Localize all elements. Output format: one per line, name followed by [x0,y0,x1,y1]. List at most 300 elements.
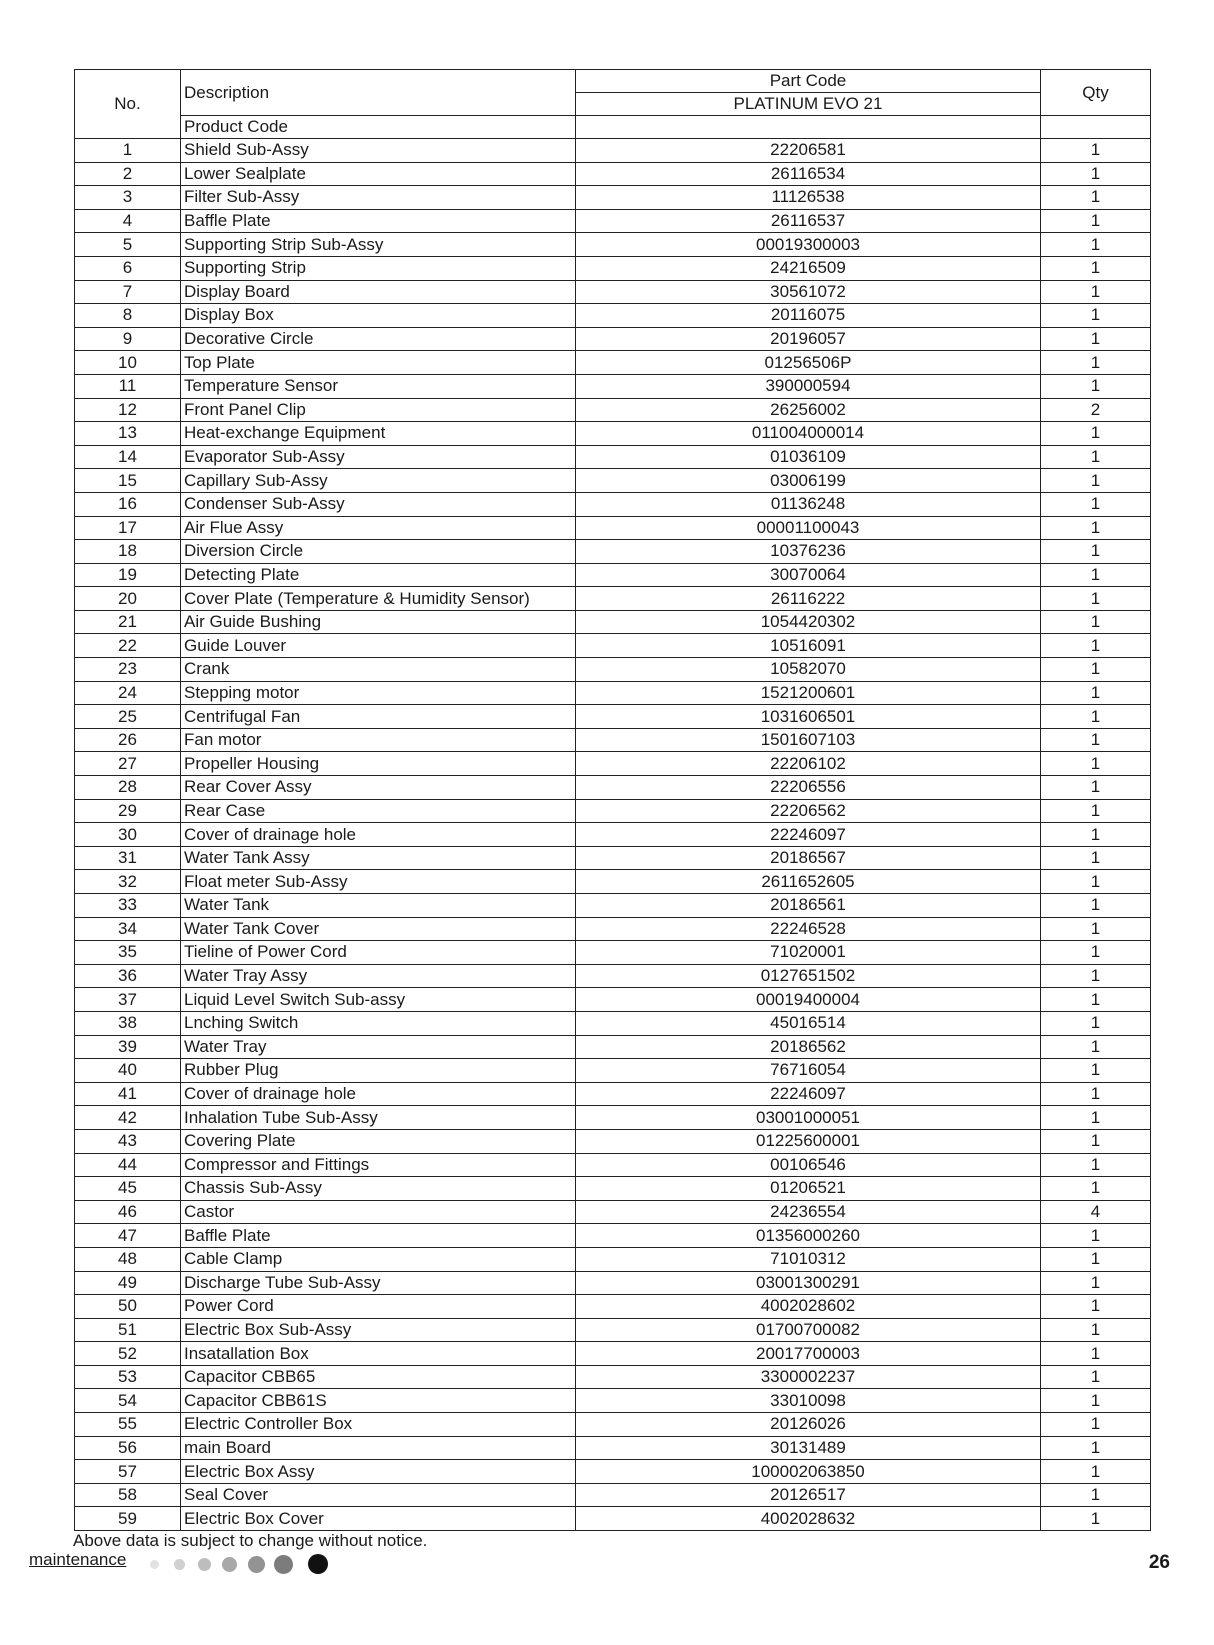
row-qty: 1 [1041,1483,1151,1507]
row-qty: 1 [1041,823,1151,847]
row-description: Condenser Sub-Assy [181,492,576,516]
row-description: Capacitor CBB61S [181,1389,576,1413]
row-part-code: 22206562 [576,799,1041,823]
row-number: 47 [75,1224,181,1248]
table-row [75,823,1151,847]
row-part-code: 00019300003 [576,233,1041,257]
row-description: Cover Plate (Temperature & Humidity Sensor) [181,587,576,611]
row-part-code: 1521200601 [576,681,1041,705]
row-description: Front Panel Clip [181,398,576,422]
row-description: Crank [181,658,576,682]
row-number: 40 [75,1059,181,1083]
row-part-code: 20116075 [576,304,1041,328]
row-number: 2 [75,162,181,186]
row-number: 17 [75,516,181,540]
row-part-code: 20017700003 [576,1342,1041,1366]
row-qty: 1 [1041,1082,1151,1106]
table-row [75,256,1151,280]
row-qty: 1 [1041,964,1151,988]
row-part-code: 10582070 [576,658,1041,682]
table-row [75,1271,1151,1295]
header-no: No. [75,70,181,139]
table-row [75,162,1151,186]
progress-dot [308,1554,328,1574]
table-row [75,1295,1151,1319]
row-description: Supporting Strip Sub-Assy [181,233,576,257]
row-number: 46 [75,1200,181,1224]
row-number: 13 [75,422,181,446]
row-part-code: 30131489 [576,1436,1041,1460]
row-qty: 1 [1041,1129,1151,1153]
row-number: 28 [75,776,181,800]
row-description: Evaporator Sub-Assy [181,445,576,469]
row-qty: 1 [1041,1106,1151,1130]
row-part-code: 1031606501 [576,705,1041,729]
row-qty: 1 [1041,1460,1151,1484]
row-part-code: 03001000051 [576,1106,1041,1130]
table-row [75,304,1151,328]
progress-dot [150,1560,159,1569]
row-qty: 2 [1041,398,1151,422]
header-row-1 [75,70,1151,93]
row-qty: 1 [1041,634,1151,658]
row-part-code: 30070064 [576,563,1041,587]
progress-dot [198,1558,211,1571]
row-description: Capacitor CBB65 [181,1365,576,1389]
row-qty: 1 [1041,374,1151,398]
row-number: 44 [75,1153,181,1177]
row-qty: 1 [1041,422,1151,446]
row-part-code: 26116222 [576,587,1041,611]
row-description: Covering Plate [181,1129,576,1153]
row-number: 18 [75,540,181,564]
row-description: Castor [181,1200,576,1224]
row-qty: 1 [1041,681,1151,705]
row-description: main Board [181,1436,576,1460]
row-description: Lower Sealplate [181,162,576,186]
row-description: Rear Case [181,799,576,823]
header-product-code-qty [1041,116,1151,139]
row-part-code: 20186562 [576,1035,1041,1059]
row-part-code: 22246097 [576,1082,1041,1106]
row-qty: 1 [1041,1247,1151,1271]
table-row [75,1507,1151,1531]
row-number: 10 [75,351,181,375]
row-description: Electric Box Sub-Assy [181,1318,576,1342]
page-number: 26 [1148,1552,1170,1573]
row-description: Detecting Plate [181,563,576,587]
row-qty: 1 [1041,917,1151,941]
row-qty: 1 [1041,563,1151,587]
table-row [75,327,1151,351]
row-number: 11 [75,374,181,398]
row-description: Water Tank Assy [181,846,576,870]
row-part-code: 01256506P [576,351,1041,375]
row-qty: 1 [1041,280,1151,304]
row-part-code: 20126026 [576,1413,1041,1437]
table-row [75,374,1151,398]
row-description: Inhalation Tube Sub-Assy [181,1106,576,1130]
progress-dot [248,1556,265,1573]
row-number: 50 [75,1295,181,1319]
row-description: Chassis Sub-Assy [181,1177,576,1201]
table-row [75,587,1151,611]
table-row [75,1247,1151,1271]
row-part-code: 26256002 [576,398,1041,422]
row-qty: 1 [1041,1011,1151,1035]
row-qty: 1 [1041,139,1151,163]
row-description: Rubber Plug [181,1059,576,1083]
row-part-code: 00106546 [576,1153,1041,1177]
row-qty: 4 [1041,1200,1151,1224]
row-qty: 1 [1041,445,1151,469]
table-row [75,1224,1151,1248]
row-qty: 1 [1041,610,1151,634]
header-model: PLATINUM EVO 21 [576,93,1041,116]
row-number: 12 [75,398,181,422]
table-row [75,186,1151,210]
row-qty: 1 [1041,162,1151,186]
header-part-code: Part Code [576,70,1041,93]
header-description: Description [181,70,576,116]
row-description: Electric Controller Box [181,1413,576,1437]
row-description: Electric Box Cover [181,1507,576,1531]
row-qty: 1 [1041,186,1151,210]
row-number: 21 [75,610,181,634]
row-number: 59 [75,1507,181,1531]
row-part-code: 24236554 [576,1200,1041,1224]
row-qty: 1 [1041,1295,1151,1319]
row-description: Water Tray [181,1035,576,1059]
row-number: 34 [75,917,181,941]
row-qty: 1 [1041,540,1151,564]
table-row [75,1413,1151,1437]
row-description: Decorative Circle [181,327,576,351]
row-description: Heat-exchange Equipment [181,422,576,446]
row-number: 33 [75,894,181,918]
row-qty: 1 [1041,776,1151,800]
row-qty: 1 [1041,705,1151,729]
row-description: Display Board [181,280,576,304]
row-part-code: 22206102 [576,752,1041,776]
row-part-code: 4002028602 [576,1295,1041,1319]
row-qty: 1 [1041,1153,1151,1177]
row-description: Seal Cover [181,1483,576,1507]
row-description: Cover of drainage hole [181,823,576,847]
row-description: Fan motor [181,728,576,752]
row-part-code: 24216509 [576,256,1041,280]
row-description: Compressor and Fittings [181,1153,576,1177]
row-qty: 1 [1041,894,1151,918]
row-qty: 1 [1041,1507,1151,1531]
row-number: 48 [75,1247,181,1271]
row-qty: 1 [1041,1436,1151,1460]
row-part-code: 1501607103 [576,728,1041,752]
row-description: Top Plate [181,351,576,375]
row-part-code: 1054420302 [576,610,1041,634]
table-row [75,445,1151,469]
row-number: 55 [75,1413,181,1437]
row-qty: 1 [1041,941,1151,965]
row-description: Centrifugal Fan [181,705,576,729]
row-part-code: 20186567 [576,846,1041,870]
row-qty: 1 [1041,304,1151,328]
row-number: 22 [75,634,181,658]
row-qty: 1 [1041,1224,1151,1248]
row-qty: 1 [1041,351,1151,375]
row-qty: 1 [1041,469,1151,493]
table-row [75,233,1151,257]
row-qty: 1 [1041,209,1151,233]
table-row [75,634,1151,658]
row-description: Lnching Switch [181,1011,576,1035]
row-description: Air Flue Assy [181,516,576,540]
row-description: Guide Louver [181,634,576,658]
row-description: Water Tray Assy [181,964,576,988]
row-part-code: 45016514 [576,1011,1041,1035]
row-description: Air Guide Bushing [181,610,576,634]
table-row [75,422,1151,446]
row-number: 49 [75,1271,181,1295]
row-description: Propeller Housing [181,752,576,776]
row-part-code: 011004000014 [576,422,1041,446]
row-part-code: 10376236 [576,540,1041,564]
row-part-code: 3300002237 [576,1365,1041,1389]
header-product-code-value [576,116,1041,139]
table-row [75,610,1151,634]
row-number: 57 [75,1460,181,1484]
row-description: Rear Cover Assy [181,776,576,800]
row-part-code: 20186561 [576,894,1041,918]
table-row [75,728,1151,752]
table-row [75,1460,1151,1484]
row-part-code: 01356000260 [576,1224,1041,1248]
row-part-code: 11126538 [576,186,1041,210]
row-part-code: 01206521 [576,1177,1041,1201]
row-description: Temperature Sensor [181,374,576,398]
row-part-code: 100002063850 [576,1460,1041,1484]
row-description: Cable Clamp [181,1247,576,1271]
progress-dot [222,1557,237,1572]
row-part-code: 30561072 [576,280,1041,304]
row-number: 1 [75,139,181,163]
row-number: 15 [75,469,181,493]
row-qty: 1 [1041,1271,1151,1295]
row-number: 39 [75,1035,181,1059]
row-description: Capillary Sub-Assy [181,469,576,493]
row-description: Tieline of Power Cord [181,941,576,965]
progress-dot [174,1559,185,1570]
row-number: 53 [75,1365,181,1389]
row-description: Cover of drainage hole [181,1082,576,1106]
row-number: 26 [75,728,181,752]
row-qty: 1 [1041,1035,1151,1059]
row-qty: 1 [1041,1318,1151,1342]
row-description: Water Tank Cover [181,917,576,941]
table-row [75,398,1151,422]
table-row [75,705,1151,729]
row-description: Float meter Sub-Assy [181,870,576,894]
row-part-code: 10516091 [576,634,1041,658]
row-part-code: 20196057 [576,327,1041,351]
row-part-code: 71020001 [576,941,1041,965]
table-row [75,870,1151,894]
row-number: 16 [75,492,181,516]
row-qty: 1 [1041,658,1151,682]
row-qty: 1 [1041,1342,1151,1366]
header-qty: Qty [1041,70,1151,116]
row-number: 41 [75,1082,181,1106]
row-number: 3 [75,186,181,210]
table-row [75,964,1151,988]
row-description: Display Box [181,304,576,328]
row-description: Diversion Circle [181,540,576,564]
table-row [75,776,1151,800]
table-row [75,280,1151,304]
row-qty: 1 [1041,516,1151,540]
row-number: 36 [75,964,181,988]
table-row [75,941,1151,965]
progress-dot [274,1555,293,1574]
table-row [75,1059,1151,1083]
row-number: 35 [75,941,181,965]
row-description: Filter Sub-Assy [181,186,576,210]
row-number: 54 [75,1389,181,1413]
row-number: 5 [75,233,181,257]
row-qty: 1 [1041,327,1151,351]
table-row [75,1011,1151,1035]
row-qty: 1 [1041,799,1151,823]
table-row [75,681,1151,705]
row-description: Baffle Plate [181,1224,576,1248]
table-row [75,516,1151,540]
table-row [75,1389,1151,1413]
row-number: 7 [75,280,181,304]
row-qty: 1 [1041,988,1151,1012]
change-notice: Above data is subject to change without notice. [73,1531,428,1550]
table-row [75,799,1151,823]
row-part-code: 71010312 [576,1247,1041,1271]
row-part-code: 22206556 [576,776,1041,800]
header-row-3 [75,116,1151,139]
table-row [75,492,1151,516]
table-row [75,139,1151,163]
row-description: Insatallation Box [181,1342,576,1366]
table-row [75,894,1151,918]
row-part-code: 01225600001 [576,1129,1041,1153]
row-part-code: 01036109 [576,445,1041,469]
row-number: 45 [75,1177,181,1201]
row-description: Baffle Plate [181,209,576,233]
row-number: 20 [75,587,181,611]
row-part-code: 33010098 [576,1389,1041,1413]
row-number: 56 [75,1436,181,1460]
row-part-code: 03001300291 [576,1271,1041,1295]
row-number: 42 [75,1106,181,1130]
table-row [75,752,1151,776]
row-description: Electric Box Assy [181,1460,576,1484]
row-part-code: 22246528 [576,917,1041,941]
table-row [75,846,1151,870]
table-row [75,1200,1151,1224]
row-part-code: 20126517 [576,1483,1041,1507]
section-label: maintenance [29,1550,127,1569]
row-description: Discharge Tube Sub-Assy [181,1271,576,1295]
row-description: Liquid Level Switch Sub-assy [181,988,576,1012]
table-row [75,563,1151,587]
row-number: 8 [75,304,181,328]
row-number: 19 [75,563,181,587]
row-number: 43 [75,1129,181,1153]
row-qty: 1 [1041,1413,1151,1437]
row-number: 38 [75,1011,181,1035]
table-row [75,1106,1151,1130]
row-qty: 1 [1041,587,1151,611]
row-part-code: 22206581 [576,139,1041,163]
row-number: 25 [75,705,181,729]
row-number: 31 [75,846,181,870]
row-part-code: 2611652605 [576,870,1041,894]
row-part-code: 01700700082 [576,1318,1041,1342]
row-number: 23 [75,658,181,682]
row-qty: 1 [1041,752,1151,776]
row-qty: 1 [1041,1365,1151,1389]
row-description: Water Tank [181,894,576,918]
row-number: 52 [75,1342,181,1366]
table-row [75,1342,1151,1366]
table-row [75,658,1151,682]
table-row [75,1035,1151,1059]
row-part-code: 0127651502 [576,964,1041,988]
row-number: 29 [75,799,181,823]
table-row [75,1483,1151,1507]
row-number: 6 [75,256,181,280]
row-qty: 1 [1041,728,1151,752]
row-part-code: 01136248 [576,492,1041,516]
row-number: 24 [75,681,181,705]
row-part-code: 00001100043 [576,516,1041,540]
row-part-code: 76716054 [576,1059,1041,1083]
row-number: 58 [75,1483,181,1507]
row-part-code: 22246097 [576,823,1041,847]
row-part-code: 4002028632 [576,1507,1041,1531]
table-row [75,1436,1151,1460]
row-description: Shield Sub-Assy [181,139,576,163]
row-qty: 1 [1041,1059,1151,1083]
row-part-code: 03006199 [576,469,1041,493]
table-row [75,469,1151,493]
row-qty: 1 [1041,1389,1151,1413]
row-qty: 1 [1041,870,1151,894]
row-description: Stepping motor [181,681,576,705]
table-row [75,1318,1151,1342]
table-row [75,1129,1151,1153]
row-qty: 1 [1041,233,1151,257]
parts-list-table [74,69,1151,1531]
row-qty: 1 [1041,492,1151,516]
header-product-code: Product Code [181,116,576,139]
table-row [75,988,1151,1012]
row-qty: 1 [1041,256,1151,280]
table-row [75,1082,1151,1106]
row-number: 32 [75,870,181,894]
table-row [75,917,1151,941]
table-row [75,1153,1151,1177]
row-description: Power Cord [181,1295,576,1319]
row-number: 14 [75,445,181,469]
row-number: 4 [75,209,181,233]
row-number: 30 [75,823,181,847]
